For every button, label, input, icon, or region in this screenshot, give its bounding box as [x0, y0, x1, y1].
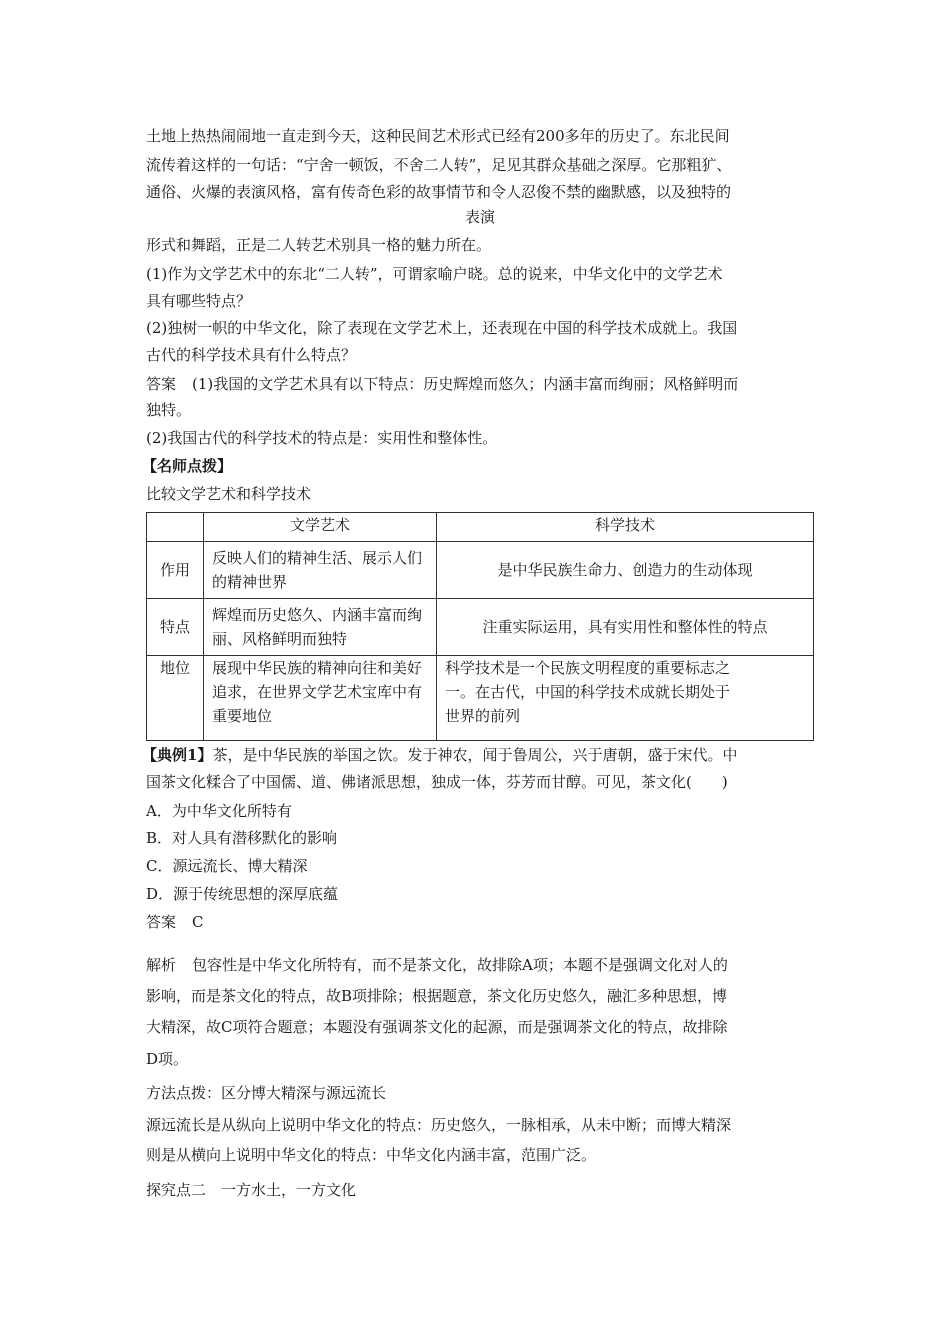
table-cell-science: [437, 599, 814, 656]
answer-label: 答案: [146, 375, 177, 393]
answer-1-line-1: [146, 374, 738, 394]
analysis-line-4: D项。: [146, 1050, 189, 1068]
table-header-row: [147, 513, 814, 542]
table-cell-literature: [204, 599, 437, 656]
table-row: [147, 656, 814, 741]
question-1-line-2: 具有哪些特点？: [146, 292, 252, 310]
example-text-1: 茶，是中华民族的举国之饮。发于神农，闻于鲁周公，兴于唐朝，盛于宋代。中: [212, 746, 738, 764]
answer-1-line-3: (2)我国古代的科学技术的特点是：实用性和整体性。: [146, 429, 498, 447]
cell-line: 科学技术是一个民族文明程度的重要标志之: [445, 659, 731, 677]
analysis-label: 解析: [146, 956, 177, 974]
example-tag: 【典例1】: [142, 746, 213, 764]
table-row-label: 特点: [147, 599, 204, 656]
table-header-empty: [147, 513, 204, 542]
cell-line: 展现中华民族的精神向往和美好: [212, 659, 423, 677]
example-line-1: [142, 745, 737, 765]
answer-1-line-2: 独特。: [146, 401, 192, 419]
table-cell-literature: [204, 542, 437, 599]
option-c: C．源远流长、博大精深: [146, 857, 308, 875]
table-row: [147, 542, 814, 599]
cell-line: 辉煌而历史悠久、内涵丰富而绚: [212, 606, 423, 624]
cell-line: 是中华民族生命力、创造力的生动体现: [497, 561, 753, 579]
option-d: D．源于传统思想的深厚底蕴: [146, 885, 339, 903]
cell-line: 世界的前列: [445, 707, 521, 725]
analysis-line-1: [146, 955, 728, 975]
question-2-line-1: (2)独树一帜的中华文化，除了表现在文学艺术上，还表现在中国的科学技术成就上。我国: [146, 319, 738, 337]
intro-line-1: 土地上热热闹闹地一直走到今天，这种民间艺术形式已经有200多年的历史了。东北民间: [146, 127, 730, 145]
cell-line: 追求，在世界文学艺术宝库中有: [212, 683, 423, 701]
example-answer: [146, 912, 204, 932]
table-row-label: 作用: [147, 542, 204, 599]
table-cell-science: [437, 542, 814, 599]
method-line-1: 源远流长是从纵向上说明中华文化的特点：历史悠久，一脉相承，从未中断；而博大精深: [146, 1116, 732, 1134]
tips-subtitle: 比较文学艺术和科学技术: [146, 485, 312, 503]
analysis-text-1: 包容性是中华文化所特有，而不是茶文化，故排除A项；本题不是强调文化对人的: [192, 956, 728, 974]
cell-line: 的精神世界: [212, 573, 288, 591]
table-row-label: 地位: [147, 656, 204, 741]
cell-line: 反映人们的精神生活、展示人们: [212, 549, 423, 567]
table-cell-literature: [204, 656, 437, 741]
answer-1-text: (1)我国的文学艺术具有以下特点：历史辉煌而悠久；内涵丰富而绚丽；风格鲜明而: [192, 375, 739, 393]
tips-heading: 【名师点拨】: [142, 457, 233, 475]
intro-line-5: 形式和舞蹈，正是二人转艺术别具一格的魅力所在。: [146, 236, 492, 254]
table-cell-science: [437, 656, 814, 741]
cell-line: 丽、风格鲜明而独特: [212, 630, 348, 648]
method-title: 方法点拨：区分博大精深与源远流长: [146, 1084, 387, 1102]
comparison-table: [146, 512, 814, 741]
intro-line-4: 表演: [464, 208, 495, 226]
table-row: [147, 599, 814, 656]
question-2-line-2: 古代的科学技术具有什么特点？: [146, 346, 357, 364]
question-1-line-1: (1)作为文学艺术中的东北“二人转”，可谓家喻户晓。总的说来，中华文化中的文学艺术: [146, 265, 723, 283]
analysis-line-2: 影响，而是茶文化的特点，故B项排除；根据题意，茶文化历史悠久，融汇多种思想，博: [146, 987, 728, 1005]
section-title: 探究点二 一方水土，一方文化: [146, 1181, 357, 1199]
method-line-2: 则是从横向上说明中华文化的特点：中华文化内涵丰富，范围广泛。: [146, 1146, 597, 1164]
table-header-science: 科学技术: [437, 513, 814, 542]
table-header-literature: 文学艺术: [204, 513, 437, 542]
intro-line-3: 通俗、火爆的表演风格，富有传奇色彩的故事情节和令人忍俊不禁的幽默感，以及独特的: [146, 183, 732, 201]
example-answer-value: C: [192, 913, 204, 931]
analysis-line-3: 大精深，故C项符合题意；本题没有强调茶文化的起源，而是强调茶文化的特点，故排除: [146, 1018, 728, 1036]
option-a: A．为中华文化所特有: [146, 802, 292, 820]
example-answer-label: 答案: [146, 913, 177, 931]
intro-line-2: 流传着这样的一句话：“宁舍一顿饭，不舍二人转”，足见其群众基础之深厚。它那粗犷、: [146, 156, 732, 174]
option-b: B．对人具有潜移默化的影响: [146, 829, 338, 847]
cell-line: 注重实际运用，具有实用性和整体性的特点: [482, 618, 768, 636]
cell-line: 一。在古代，中国的科学技术成就长期处于: [445, 683, 731, 701]
cell-line: 重要地位: [212, 707, 273, 725]
example-line-2: 国茶文化糅合了中国儒、道、佛诸派思想，独成一体，芬芳而甘醇。可见，茶文化( ): [146, 773, 728, 791]
